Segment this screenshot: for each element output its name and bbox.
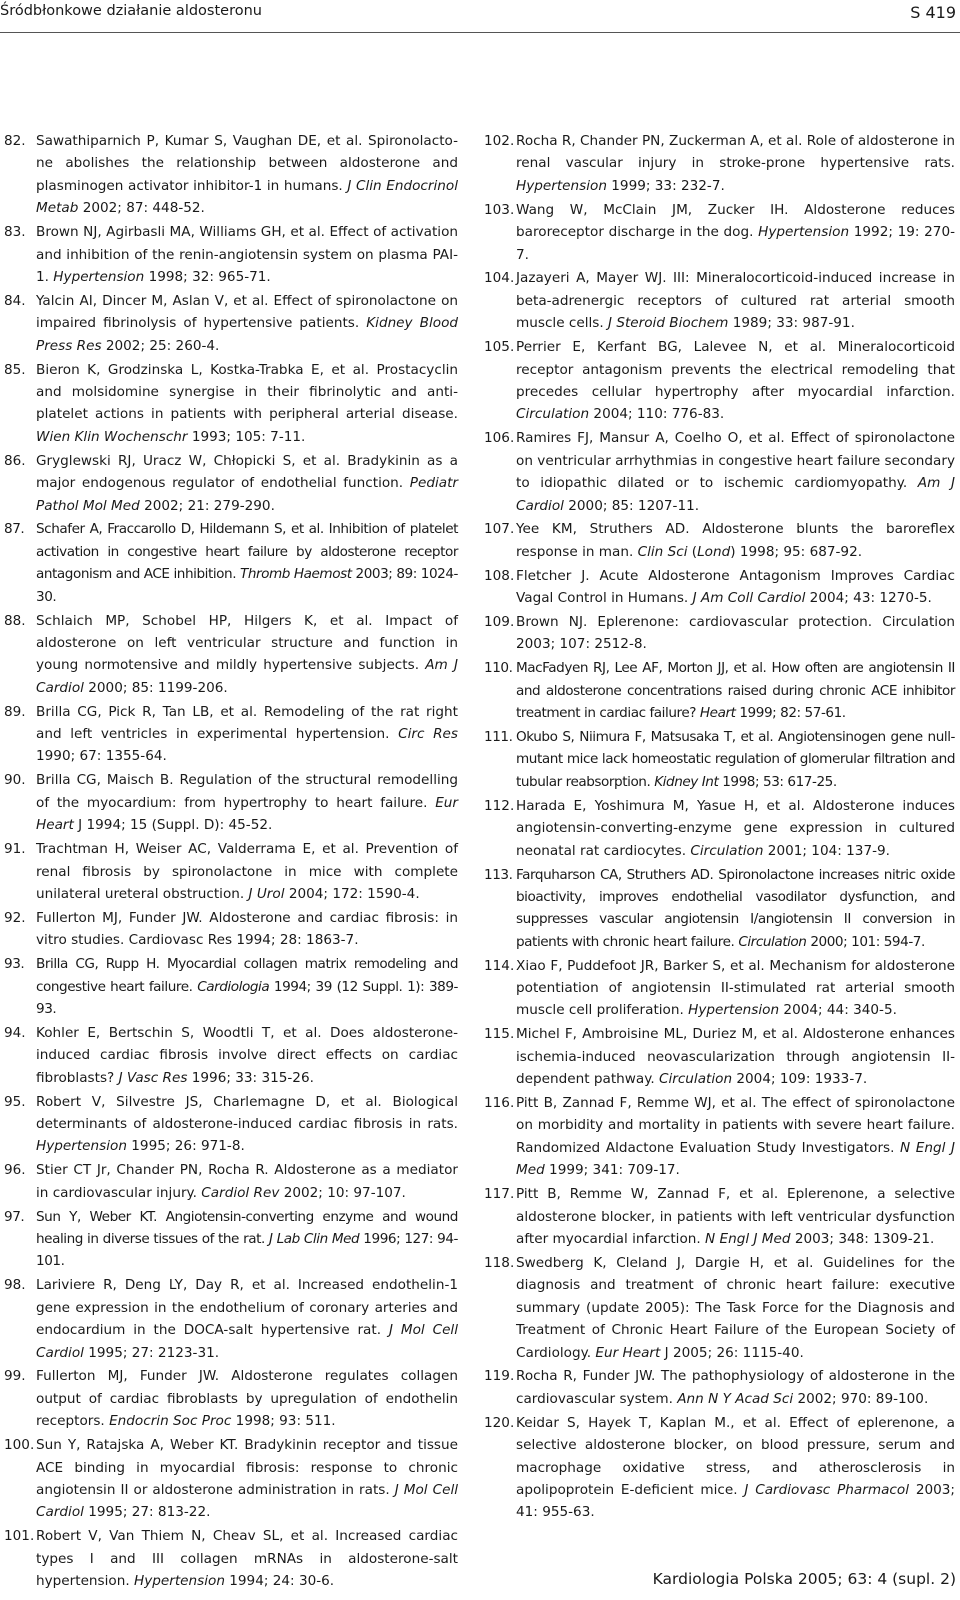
reference-text: Rocha R, Chander PN, Zuckerman A, et al. Role of aldosterone in renal vascular injury in stroke-prone hypertensive rats. xyxy=(516,133,955,172)
reference-text: 1995; 26: 971-8. xyxy=(126,1138,245,1155)
reference-source: Heart xyxy=(699,705,736,722)
reference-text: 1994; 24: 30-6. xyxy=(224,1573,335,1590)
reference-text: 2004; 109: 1933-7. xyxy=(732,1071,868,1088)
reference-text: 1992; 19: 270-7. xyxy=(516,224,955,263)
reference-text: Trachtman H, Weiser AC, Valderrama E, et al. Prevention of renal fibrosis by spironolactone in mice with complete unilateral ureteral obstruction. xyxy=(36,841,458,902)
reference-item xyxy=(484,1412,955,1524)
reference-text: Brilla CG, Rupp H. Myocardial collagen matrix remodeling and congestive heart failure. xyxy=(36,956,458,995)
reference-number: 90. xyxy=(4,772,26,789)
reference-text: Swedberg K, Cleland J, Dargie H, et al. Guidelines for the diagnosis and treatment of chronic heart failure: executive summary (update 2005): The Task Force for the Diagnosis and Treatment of Chronic Heart Failure of the European Society of Cardiology. xyxy=(516,1254,955,1361)
reference-source: Pediatr Pathol Mol Med xyxy=(36,475,458,514)
reference-text: Kohler E, Bertschin S, Woodtli T, et al. Does aldosterone-induced cardiac fibrosis involve direct effects on cardiac fibroblasts? xyxy=(36,1024,458,1086)
reference-source: Hypertension xyxy=(758,224,850,241)
running-title: Śródbłonkowe działanie aldosteronu xyxy=(0,3,262,19)
reference-source: Hypertension xyxy=(688,1002,780,1019)
reference-item xyxy=(4,1022,458,1089)
reference-text: 1989; 33: 987-91. xyxy=(728,315,855,332)
reference-source: Hypertension xyxy=(53,268,145,285)
reference-number: 98. xyxy=(4,1277,26,1294)
reference-number: 116. xyxy=(484,1095,515,1112)
reference-text: 1999; 341: 709-17. xyxy=(544,1162,680,1179)
reference-text: Robert V, Silvestre JS, Charlemagne D, et al. Biological determinants of aldosterone-induced cardiac fibrosis in rats. xyxy=(36,1093,458,1132)
reference-source: Circulation xyxy=(690,842,764,859)
reference-item xyxy=(4,769,458,836)
reference-text: 1998; 93: 511. xyxy=(231,1413,336,1430)
reference-number: 91. xyxy=(4,841,26,858)
reference-source: Hypertension xyxy=(36,1138,127,1155)
reference-number: 115. xyxy=(484,1026,515,1043)
reference-text: Sun Y, Weber KT. Angiotensin-converting enzyme and wound healing in diverse tissues of the rat. xyxy=(36,1208,458,1247)
reference-text: Farquharson CA, Struthers AD. Spironolactone increases nitric oxide bioactivity, improves endothelial vasodilator dysfunction, and suppresses vascular angiotensin I/angiotensin II conversion in patients with chronic heart failure. xyxy=(516,866,955,950)
reference-number: 83. xyxy=(4,224,26,241)
reference-item xyxy=(484,1092,955,1182)
reference-source: Thromb Haemost xyxy=(239,566,352,583)
reference-source: Ann N Y Acad Sci xyxy=(677,1390,794,1407)
reference-text: 1999; 82: 57-61. xyxy=(735,705,846,722)
reference-source: J Mol Cell Cardiol xyxy=(36,1481,458,1521)
reference-item xyxy=(484,864,955,954)
reference-number: 95. xyxy=(4,1093,26,1110)
reference-source: J Am Coll Cardiol xyxy=(692,590,806,607)
reference-text: Lariviere R, Deng LY, Day R, et al. Increased endothelin-1 gene expression in the endothelium of coronary arteries and endocardium in the DOCA-salt hypertensive rat. xyxy=(36,1277,458,1339)
reference-item xyxy=(484,795,955,862)
reference-text: MacFadyen RJ, Lee AF, Morton JJ, et al. How often are angiotensin II and aldosterone concentrations raised during chronic ACE inhibitor treatment in cardiac failure? xyxy=(516,660,955,722)
reference-text: Pitt B, Zannad F, Remme WJ, et al. The effect of spironolactone on morbidity and mortality in patients with severe heart failure. Randomized Aldactone Evaluation Study Investigators. xyxy=(516,1095,955,1156)
reference-source: Hypertension xyxy=(133,1573,225,1590)
reference-number: 118. xyxy=(484,1254,515,1271)
reference-text: 1995; 27: 2123-31. xyxy=(83,1344,220,1361)
reference-text: Harada E, Yoshimura M, Yasue H, et al. Aldosterone induces angiotensin-converting-enzyme gene expression in cultured neonatal rat cardiocytes. xyxy=(516,797,955,859)
reference-source: Am J Cardiol xyxy=(516,475,955,514)
reference-source: Kidney Blood Press Res xyxy=(36,315,459,354)
reference-number: 96. xyxy=(4,1162,26,1179)
reference-text: Yee KM, Struthers AD. Aldosterone blunts the baroreflex response in man. xyxy=(516,521,955,560)
reference-item xyxy=(4,907,458,952)
reference-source: J Steroid Biochem xyxy=(608,315,729,332)
reference-number: 84. xyxy=(4,292,26,309)
reference-item xyxy=(484,427,955,517)
reference-text: Fullerton MJ, Funder JW. Aldosterone and cardiac fibrosis: in vitro studies. Cardiovasc Res 1994; 28: 1863-7. xyxy=(36,909,458,949)
reference-number: 97. xyxy=(4,1208,25,1225)
reference-number: 101. xyxy=(4,1528,35,1545)
reference-source: Cardiol Rev xyxy=(201,1184,280,1201)
reference-number: 82. xyxy=(4,133,26,149)
reference-item xyxy=(484,267,955,334)
reference-item xyxy=(484,1365,955,1410)
reference-item xyxy=(4,359,458,449)
reference-source: Eur Heart xyxy=(595,1344,661,1361)
reference-item xyxy=(4,130,458,220)
reference-item xyxy=(4,1206,458,1273)
reference-text: Rocha R, Funder JW. The pathophysiology of aldosterone in the cardiovascular system. xyxy=(516,1368,955,1407)
reference-text: 2003; 348: 1309-21. xyxy=(790,1231,935,1247)
reference-text: Stier CT Jr, Chander PN, Rocha R. Aldosterone as a mediator in cardiovascular injury. xyxy=(36,1162,458,1201)
reference-item xyxy=(4,518,458,608)
reference-text: J 2005; 26: 1115-40. xyxy=(660,1344,804,1361)
reference-text: Gryglewski RJ, Uracz W, Chłopicki S, et al. Bradykinin as a major endogenous regulator of endothelial function. xyxy=(36,452,458,492)
reference-number: 94. xyxy=(4,1024,26,1041)
reference-text: Jazayeri A, Mayer WJ. III: Mineralocorticoid-induced increase in beta-adrenergic receptors of cultured rat arterial smooth muscle cells. xyxy=(516,270,955,332)
reference-number: 103. xyxy=(484,201,515,218)
reference-text: Keidar S, Hayek T, Kaplan M., et al. Effect of eplerenone, a selective aldosterone blocker, on blood pressure, serum and macrophage oxidative stress, and atherosclerosis in apolipoprotein E-deficient mice. xyxy=(516,1414,955,1498)
reference-text: 1990; 67: 1355-64. xyxy=(36,748,167,765)
reference-text: Sawathiparnich P, Kumar S, Vaughan DE, et al. Spironolacto-ne abolishes the relationship between aldosterone and plasminogen activator inhibitor-1 in humans. xyxy=(36,133,458,194)
reference-source: Circulation xyxy=(658,1071,733,1088)
reference-text: 1993; 105: 7-11. xyxy=(187,428,306,445)
reference-text: 2002; 21: 279-290. xyxy=(139,497,275,514)
reference-text: 2003; 41: 955-63. xyxy=(516,1481,955,1521)
reference-number: 88. xyxy=(4,612,26,629)
reference-source: J Vasc Res xyxy=(118,1069,188,1086)
reference-text: Robert V, Van Thiem N, Cheav SL, et al. Increased cardiac types I and III collagen mRNAs in aldosterone-salt hypertension. xyxy=(36,1528,458,1590)
reference-item xyxy=(4,1434,458,1524)
reference-text: Bieron K, Grodzinska L, Kostka-Trabka E, et al. Prostacyclin and molsidomine synergise in their fibrinolytic and anti-platelet actions in patients with peripheral arterial disease. xyxy=(36,361,458,423)
reference-text: Fullerton MJ, Funder JW. Aldosterone regulates collagen output of cardiac fibroblasts by upregulation of endothelin receptors. xyxy=(36,1368,458,1430)
reference-text: 1999; 33: 232-7. xyxy=(606,177,725,194)
reference-text: Fletcher J. Acute Aldosterone Antagonism Improves Cardiac Vagal Control in Humans. xyxy=(516,567,955,607)
reference-source: J Lab Clin Med xyxy=(268,1231,360,1247)
page-number: S 419 xyxy=(910,3,956,22)
references-left-column xyxy=(4,130,458,1594)
reference-number: 87. xyxy=(4,521,25,538)
reference-text: 1998; 32: 965-71. xyxy=(144,268,271,285)
reference-number: 102. xyxy=(484,133,515,149)
reference-item xyxy=(484,518,955,563)
reference-text: Brown NJ, Agirbasli MA, Williams GH, et al. Effect of activation and inhibition of the renin-angiotensin system on plasma PAI-1. xyxy=(36,224,458,285)
reference-text: 1994; 39 (12 Suppl. 1): 389-93. xyxy=(36,978,459,1017)
reference-text: Ramires FJ, Mansur A, Coelho O, et al. Effect of spironolactone on ventricular arrhythmias in congestive heart failure secondary to idiopathic dilated or to ischemic cardiomyopathy. xyxy=(516,430,955,492)
reference-source: Circ Res xyxy=(398,726,458,743)
reference-text: 2000; 85: 1207-11. xyxy=(563,497,700,514)
reference-text: 1996; 127: 94-101. xyxy=(36,1231,458,1270)
reference-text: Schlaich MP, Schobel HP, Hilgers K, et al. Impact of aldosterone on left ventricular structure and function in young normotensive and mildly hypertensive subjects. xyxy=(36,612,458,674)
reference-item xyxy=(4,953,458,1020)
reference-item xyxy=(484,336,955,426)
reference-item xyxy=(4,838,458,905)
reference-item xyxy=(484,565,955,610)
reference-text: 2002; 10: 97-107. xyxy=(279,1184,406,1201)
reference-number: 119. xyxy=(484,1368,515,1385)
reference-text: 2000; 85: 1199-206. xyxy=(83,679,228,696)
reference-number: 108. xyxy=(484,567,515,584)
reference-source: Cardiologia xyxy=(197,978,270,995)
reference-item xyxy=(4,1525,458,1592)
reference-source: Am J Cardiol xyxy=(36,657,458,696)
journal-footer: Kardiologia Polska 2005; 63: 4 (supl. 2) xyxy=(652,1570,956,1588)
reference-number: 89. xyxy=(4,703,26,720)
reference-item xyxy=(484,199,955,266)
reference-number: 106. xyxy=(484,430,515,447)
reference-item xyxy=(4,610,458,700)
reference-item xyxy=(4,450,458,517)
reference-number: 112. xyxy=(484,797,515,814)
reference-item xyxy=(4,221,458,288)
reference-item xyxy=(4,1091,458,1158)
reference-text: Yalcin AI, Dincer M, Aslan V, et al. Effect of spironolactone on impaired fibrinolysis of hypertensive patients. xyxy=(36,292,458,332)
reference-number: 100. xyxy=(4,1437,35,1454)
reference-text: Brown NJ. Eplerenone: cardiovascular protection. Circulation 2003; 107: 2512-8. xyxy=(516,614,955,653)
reference-source: N Engl J Med xyxy=(516,1139,956,1179)
reference-source: J Cardiovasc Pharmacol xyxy=(744,1481,909,1498)
reference-text: Schafer A, Fraccarollo D, Hildemann S, et al. Inhibition of platelet activation in congestive heart failure by aldosterone receptor antagonism and ACE inhibition. xyxy=(36,521,458,583)
reference-item xyxy=(484,657,955,724)
reference-text: Wang W, McClain JM, Zucker IH. Aldosterone reduces baroreceptor discharge in the dog. xyxy=(516,201,955,241)
reference-number: 110. xyxy=(484,660,513,677)
reference-number: 107. xyxy=(484,521,515,538)
reference-text: Michel F, Ambroisine ML, Duriez M, et al. Aldosterone enhances ischemia-induced neovascularization through angiotensin II-dependent pathway. xyxy=(516,1026,955,1088)
reference-text: 2002; 87: 448-52. xyxy=(78,200,205,217)
reference-source: Endocrin Soc Proc xyxy=(109,1413,232,1430)
reference-text: ( xyxy=(687,543,698,560)
reference-text: Pitt B, Remme W, Zannad F, et al. Eplerenone, a selective aldosterone blocker, in patients with left ventricular dysfunction after myocardial infarction. xyxy=(516,1186,955,1247)
reference-number: 109. xyxy=(484,614,515,631)
reference-source: J Urol xyxy=(248,885,285,902)
reference-source: Eur Heart xyxy=(36,794,458,834)
reference-number: 99. xyxy=(4,1368,26,1385)
reference-item xyxy=(484,1023,955,1090)
reference-text: 2002; 25: 260-4. xyxy=(101,337,220,354)
reference-text: 1996; 33: 315-26. xyxy=(187,1069,314,1086)
reference-number: 117. xyxy=(484,1186,515,1203)
reference-source: Kidney Int xyxy=(654,773,719,790)
reference-item xyxy=(484,130,955,197)
reference-item xyxy=(484,955,955,1022)
reference-item xyxy=(484,611,955,656)
reference-source: J Mol Cell Cardiol xyxy=(36,1322,458,1361)
reference-text: 2004; 110: 776-83. xyxy=(589,406,725,423)
reference-text: 2000; 101: 594-7. xyxy=(806,933,925,950)
reference-text: 2004; 43: 1270-5. xyxy=(805,590,932,607)
reference-number: 111. xyxy=(484,729,513,746)
reference-text: Brilla CG, Pick R, Tan LB, et al. Remodeling of the rat right and left ventricles in experimental hypertension. xyxy=(36,703,458,743)
running-header xyxy=(0,0,960,33)
reference-text: 1998; 53: 617-25. xyxy=(718,773,837,790)
reference-text: 2001; 104: 137-9. xyxy=(763,842,890,859)
reference-source: Wien Klin Wochenschr xyxy=(36,428,188,445)
reference-item xyxy=(4,290,458,357)
reference-number: 113. xyxy=(484,866,513,883)
reference-text: Perrier E, Kerfant BG, Lalevee N, et al. Mineralocorticoid receptor antagonism prevents the electrical remodeling that precedes cellular hypertrophy after myocardial infarction. xyxy=(516,339,955,400)
reference-source: N Engl J Med xyxy=(705,1231,791,1247)
reference-text: ) 1998; 95: 687-92. xyxy=(730,543,863,560)
reference-text: J 1994; 15 (Suppl. D): 45-52. xyxy=(73,817,273,834)
reference-text: 2003; 89: 1024-30. xyxy=(36,566,458,605)
reference-item xyxy=(4,1159,458,1204)
reference-source: Circulation xyxy=(516,406,590,423)
reference-item xyxy=(4,1365,458,1432)
reference-item xyxy=(484,1252,955,1364)
reference-number: 92. xyxy=(4,909,26,926)
reference-text: Okubo S, Niimura F, Matsusaka T, et al. Angiotensinogen gene null-mutant mice lack homeostatic regulation of glomerular filtration and tubular reabsorption. xyxy=(516,729,955,790)
reference-item xyxy=(4,701,458,768)
reference-text: Brilla CG, Maisch B. Regulation of the structural remodelling of the myocardium: from hypertrophy to heart failure. xyxy=(36,772,458,811)
reference-source: Hypertension xyxy=(516,177,607,194)
reference-text: 2002; 970: 89-100. xyxy=(793,1390,929,1407)
reference-source: J Clin Endocrinol Metab xyxy=(36,177,458,217)
reference-number: 105. xyxy=(484,339,515,356)
reference-item xyxy=(4,1274,458,1364)
reference-number: 86. xyxy=(4,452,26,469)
reference-item xyxy=(484,726,955,793)
reference-text: 1995; 27: 813-22. xyxy=(83,1504,211,1521)
reference-number: 120. xyxy=(484,1414,515,1431)
reference-source: Clin Sci xyxy=(637,543,688,560)
reference-number: 114. xyxy=(484,957,515,974)
reference-number: 104. xyxy=(484,270,515,287)
reference-text: 2004; 172: 1590-4. xyxy=(284,885,420,902)
references-right-column xyxy=(484,130,955,1525)
reference-text: Xiao F, Puddefoot JR, Barker S, et al. Mechanism for aldosterone potentiation of angiotensin II-stimulated rat arterial smooth muscle cell proliferation. xyxy=(516,957,955,1019)
reference-text: Sun Y, Ratajska A, Weber KT. Bradykinin receptor and tissue ACE binding in myocardial fibrosis: response to chronic angiotensin II or aldosterone administration in rats. xyxy=(36,1437,458,1498)
reference-source: Lond xyxy=(697,543,731,560)
reference-source: Circulation xyxy=(738,933,807,950)
reference-item xyxy=(484,1183,955,1250)
reference-number: 85. xyxy=(4,361,26,378)
reference-text: 2004; 44: 340-5. xyxy=(779,1002,897,1019)
reference-number: 93. xyxy=(4,956,25,973)
